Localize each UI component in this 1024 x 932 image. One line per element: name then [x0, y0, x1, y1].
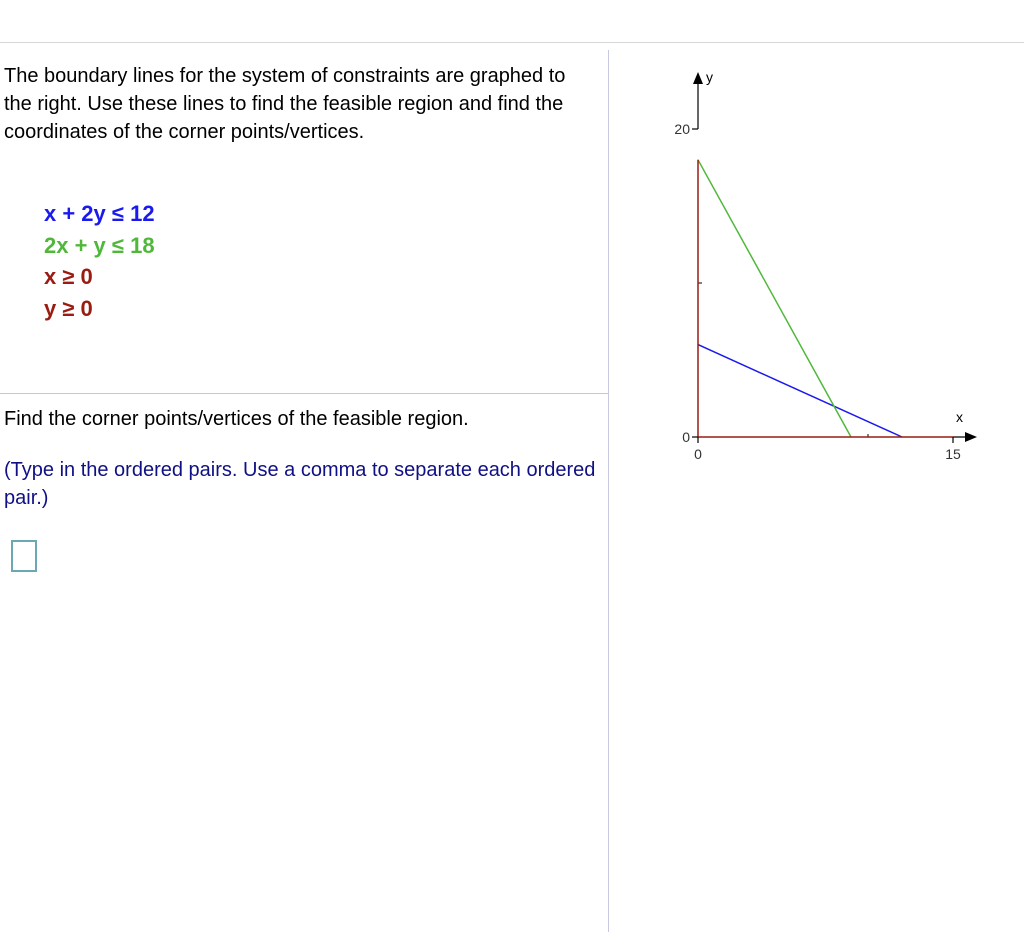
constraint-3: x ≥ 0: [44, 264, 93, 289]
pane-divider: [608, 50, 609, 932]
x-tick-label-max: 15: [945, 446, 961, 462]
boundary-lines: [698, 160, 953, 437]
axis-labels: [674, 69, 963, 462]
y-axis-label: y: [706, 69, 713, 85]
constraint-4: y ≥ 0: [44, 295, 93, 321]
y-tick-label-min: 0: [682, 429, 690, 445]
x-tick-label-min: 0: [694, 446, 702, 462]
y-tick-label-max: 20: [674, 121, 690, 137]
series-line-1: [698, 345, 902, 437]
constraint-1: x + 2y ≤ 12: [44, 201, 155, 226]
instructions-text: The boundary lines for the system of constraints are graphed to the right. Use these lines to find the feasible region and find the coordinates of the corner points/vertices.: [4, 65, 566, 143]
constraint-2: 2x + y ≤ 18: [44, 232, 155, 258]
section-divider: [0, 393, 608, 394]
series-line-2: [698, 160, 851, 437]
answer-input[interactable]: [11, 540, 37, 572]
x-axis-arrow-icon: [965, 432, 977, 442]
constraint-graph: [660, 60, 990, 480]
y-axis-arrow-icon: [693, 72, 703, 84]
axes: [692, 72, 977, 443]
axis-ticks: [698, 283, 868, 437]
x-axis-label: x: [956, 409, 963, 425]
constraint-list: [44, 198, 155, 324]
question-text: Find the corner points/vertices of the feasible region.: [4, 408, 469, 430]
answer-hint: (Type in the ordered pairs. Use a comma to separate each ordered pair.): [4, 459, 596, 509]
